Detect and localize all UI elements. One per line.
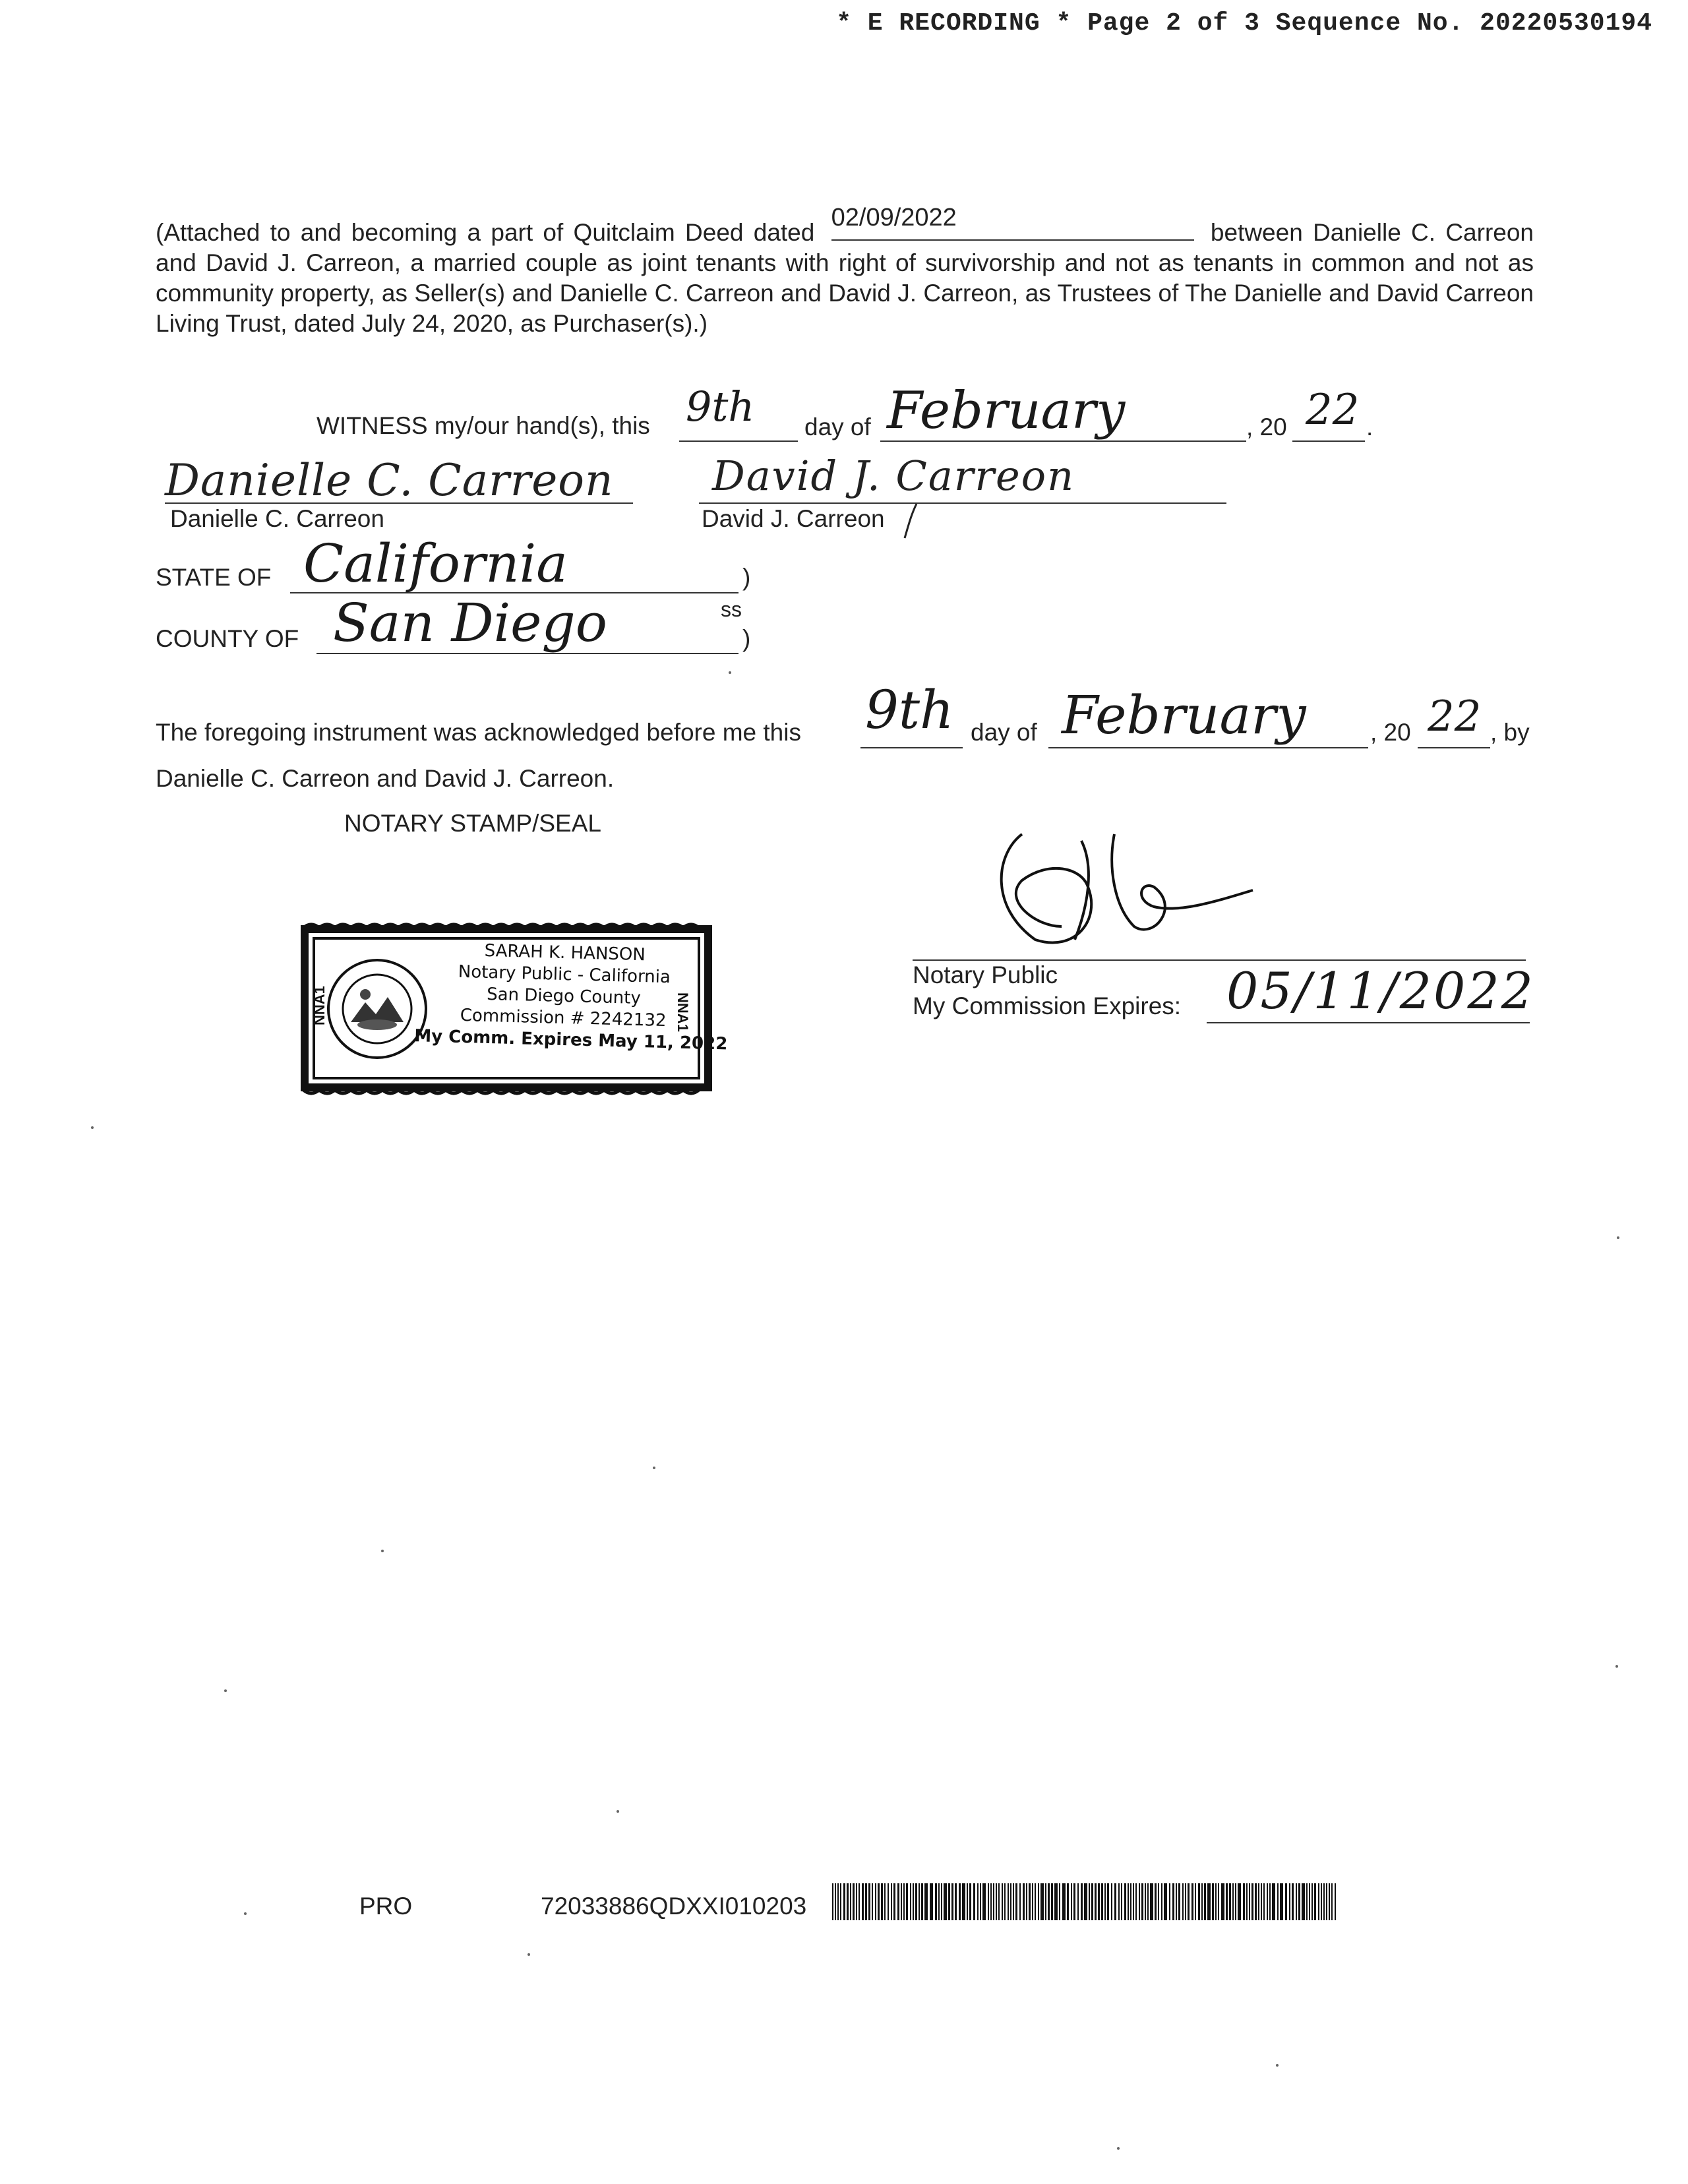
scan-speck	[224, 1689, 227, 1692]
signer1-name: Danielle C. Carreon	[170, 505, 384, 532]
barcode-number: 72033886QDXXI010203	[541, 1893, 807, 1920]
notary-signature	[982, 828, 1259, 959]
scan-speck	[653, 1467, 655, 1469]
signer2-signature: David J. Carreon	[712, 452, 1075, 500]
commission-date: 05/11/2022	[1226, 961, 1536, 1020]
ack-month-line	[1048, 747, 1368, 748]
attachment-paragraph	[156, 204, 1534, 339]
stamp-county: San Diego County	[486, 984, 642, 1009]
signature-flourish	[897, 501, 923, 541]
scan-speck	[1276, 2064, 1279, 2067]
witness-month: February	[887, 381, 1126, 440]
commission-expires-label: My Commission Expires:	[913, 992, 1182, 1019]
scan-speck	[244, 1912, 247, 1915]
ack-prefix: The foregoing instrument was acknowledged before me this	[156, 719, 801, 746]
stamp-commission: Commission # 2242132	[460, 1005, 667, 1031]
state-value: California	[303, 533, 568, 594]
deed-date-blank	[831, 204, 1194, 241]
county-paren: )	[742, 625, 751, 652]
scan-speck	[1117, 2147, 1120, 2150]
ack-names: Danielle C. Carreon and David J. Carreon.	[156, 765, 615, 792]
signer1-line	[165, 502, 633, 504]
barcode-icon	[832, 1883, 1340, 1920]
witness-day: 9th	[686, 382, 755, 431]
ss-label: ss	[721, 597, 742, 621]
stamp-expires: My Comm. Expires May 11, 2022	[413, 1026, 728, 1054]
ack-day-line	[860, 747, 963, 748]
notary-signature-line	[913, 959, 1526, 961]
signer2-line	[699, 502, 1226, 504]
witness-month-line	[880, 440, 1246, 442]
county-label: COUNTY OF	[156, 625, 299, 652]
attachment-prefix: (Attached to and becoming a part of Quitclaim Deed dated	[156, 219, 815, 246]
stamp-side-code-left: NNA1	[311, 986, 328, 1025]
scan-speck	[381, 1550, 384, 1552]
ack-year: 22	[1428, 692, 1482, 741]
ack-day-of: day of	[971, 719, 1037, 746]
deed-date: 02/09/2022	[831, 204, 957, 231]
state-label: STATE OF	[156, 564, 272, 591]
witness-day-of: day of	[804, 413, 871, 440]
scan-speck	[1615, 1665, 1618, 1668]
state-paren: )	[742, 564, 751, 591]
witness-year-suffix: .	[1366, 413, 1373, 440]
witness-text: WITNESS my/our hand(s), this	[316, 412, 650, 439]
scan-speck	[729, 671, 731, 674]
stamp-title: Notary Public - California	[458, 961, 671, 988]
notary-seal-label: NOTARY STAMP/SEAL	[344, 810, 601, 837]
ack-year-prefix: , 20	[1370, 719, 1411, 746]
witness-day-line	[679, 440, 798, 442]
witness-year-line	[1292, 440, 1365, 442]
county-value: San Diego	[333, 592, 607, 653]
stamp-side-code-right: NNA1	[675, 992, 691, 1032]
stamp-name: SARAH K. HANSON	[484, 940, 646, 965]
scan-speck	[528, 1953, 530, 1956]
witness-year: 22	[1306, 386, 1360, 435]
footer-code: PRO	[359, 1893, 413, 1920]
commission-date-line	[1207, 1022, 1530, 1023]
scan-speck	[617, 1810, 619, 1813]
witness-year-prefix: , 20	[1246, 413, 1287, 440]
scan-speck	[91, 1126, 94, 1129]
ack-month: February	[1062, 684, 1306, 746]
ack-year-line	[1418, 747, 1490, 748]
stamp-text	[413, 938, 728, 1055]
recording-header: * E RECORDING * Page 2 of 3 Sequence No. 20220530194	[836, 9, 1652, 38]
scan-speck	[1617, 1236, 1619, 1239]
signer2-name: David J. Carreon	[702, 505, 885, 532]
ack-day: 9th	[865, 679, 954, 741]
ack-by: , by	[1490, 719, 1530, 746]
notary-public-label: Notary Public	[913, 961, 1058, 988]
signer1-signature: Danielle C. Carreon	[165, 455, 614, 506]
attachment-body: between Danielle C. Carreon and David J. Carreon, a married couple as joint tenants with right of survivorship and not as tenants in common and not as community property, as Seller(s) and Danielle C. Carreon and David J. Carreon, as Trustees of The Danielle and David Carreon Living Trust, dated July 24, 2020, as Purchaser(s).)	[156, 219, 1534, 337]
notary-stamp	[297, 920, 728, 1098]
